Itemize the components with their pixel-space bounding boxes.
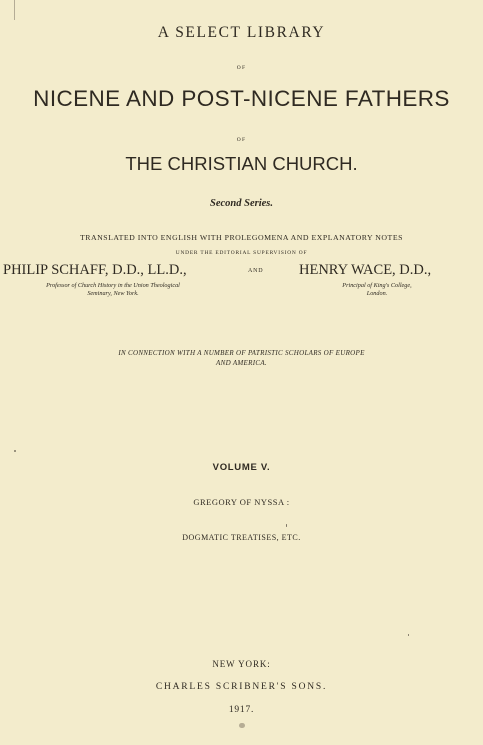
stamp-mark — [239, 723, 245, 728]
editor-left-caption-1: Professor of Church History in the Union Theological — [46, 282, 180, 289]
title-of-2: OF — [236, 137, 247, 143]
title-of-1: OF — [236, 65, 247, 71]
connection-line-1: IN CONNECTION WITH A NUMBER OF PATRISTIC SCHOLARS OF EUROPE — [118, 349, 365, 357]
author-label: GREGORY OF NYSSA : — [193, 497, 290, 507]
editor-left-name: PHILIP SCHAFF, D.D., LL.D., — [3, 262, 187, 278]
editor-left — [0, 262, 250, 298]
volume-label: VOLUME V. — [212, 462, 271, 473]
editors-and: AND — [248, 268, 264, 274]
speck-mark — [408, 634, 409, 636]
speck-mark — [286, 524, 287, 527]
editor-left-caption-2: Seminary, New York. — [87, 290, 139, 297]
connection-line-2: AND AMERICA. — [216, 359, 267, 367]
speck-mark — [14, 450, 16, 452]
editor-right-name: HENRY WACE, D.D., — [299, 262, 432, 278]
editor-right-caption-1: Principal of King's College, — [342, 282, 412, 289]
translated-note: TRANSLATED INTO ENGLISH WITH PROLEGOMENA AND EXPLANATORY NOTES — [80, 233, 403, 242]
page-edge-mark — [14, 0, 15, 20]
editor-right-caption-2: London. — [366, 290, 388, 297]
title-line-1: A SELECT LIBRARY — [157, 24, 326, 41]
editor-right — [292, 262, 483, 298]
supervision-note: UNDER THE EDITORIAL SUPERVISION OF — [175, 250, 308, 256]
title-line-2: NICENE AND POST-NICENE FATHERS — [33, 86, 450, 111]
title-line-3: THE CHRISTIAN CHURCH. — [125, 153, 358, 174]
imprint-place: NEW YORK: — [212, 659, 271, 669]
contents-label: DOGMATIC TREATISES, ETC. — [182, 533, 301, 542]
imprint-year: 1917. — [228, 705, 255, 715]
imprint-publisher: CHARLES SCRIBNER'S SONS. — [155, 682, 328, 692]
series-label: Second Series. — [210, 198, 273, 209]
